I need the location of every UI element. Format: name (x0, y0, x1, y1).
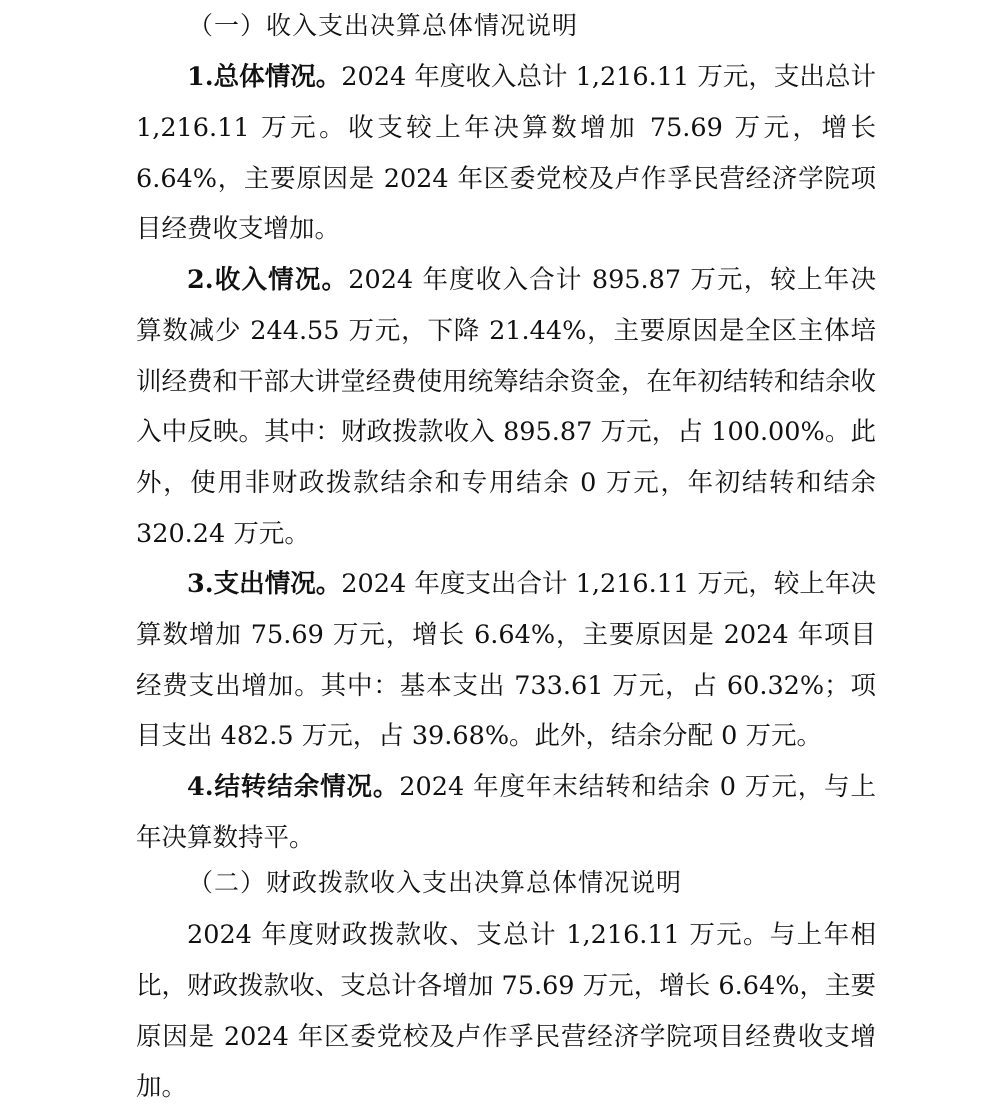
paragraph-income-lead: 2.收入情况。 (187, 265, 349, 295)
paragraph-overall-text: 2024 年度收入总计 1,216.11 万元，支出总计 1,216.11 万元。收支较上年决算数增加 75.69 万元，增长 6.64%，主要原因是 2024 年区委党校及卢作孚民营经济学院项目经费收支增加。 (136, 62, 876, 245)
paragraph-fiscal-appropriation-text: 2024 年度财政拨款收、支总计 1,216.11 万元。与上年相比，财政拨款收、支总计各增加 75.69 万元，增长 6.64%，主要原因是 2024 年区委党校及卢作孚民营经济学院项目经费收支增加。 (136, 920, 876, 1103)
paragraph-expenditure (136, 559, 876, 762)
paragraph-expenditure-lead: 3.支出情况。 (187, 569, 342, 599)
paragraph-carryover-text: 2024 年度年末结转和结余 0 万元，与上年决算数持平。 (136, 772, 877, 853)
paragraph-income-text: 2024 年度收入合计 895.87 万元，较上年决算数减少 244.55 万元，下降 21.44%，主要原因是全区主体培训经费和干部大讲堂经费使用统筹结余资金，在年初结转和结余收入中反映。其中：财政拨款收入 895.87 万元，占 100.00%。此外，使用非财政拨款结余和专用结余 0 万元，年初结转和结余 320.24 万元。 (136, 265, 876, 549)
paragraph-carryover-lead: 4.结转结余情况。 (187, 772, 400, 802)
paragraph-income (136, 255, 876, 560)
paragraph-carryover (136, 762, 876, 864)
paragraph-overall-lead: 1.总体情况。 (187, 62, 342, 92)
section-1-heading: （一）收入支出决算总体情况说明 (188, 11, 579, 40)
section-2-heading: （二）财政拨款收入支出决算总体情况说明 (188, 868, 683, 897)
paragraph-overall (136, 52, 876, 255)
paragraph-expenditure-text: 2024 年度支出合计 1,216.11 万元，较上年决算数增加 75.69 万元，增长 6.64%，主要原因是 2024 年项目经费支出增加。其中：基本支出 733.61 万元，占 60.32%；项目支出 482.5 万元，占 39.68%。此外，结余分配 0 万元。 (136, 569, 876, 752)
paragraph-fiscal-appropriation (136, 910, 876, 1113)
